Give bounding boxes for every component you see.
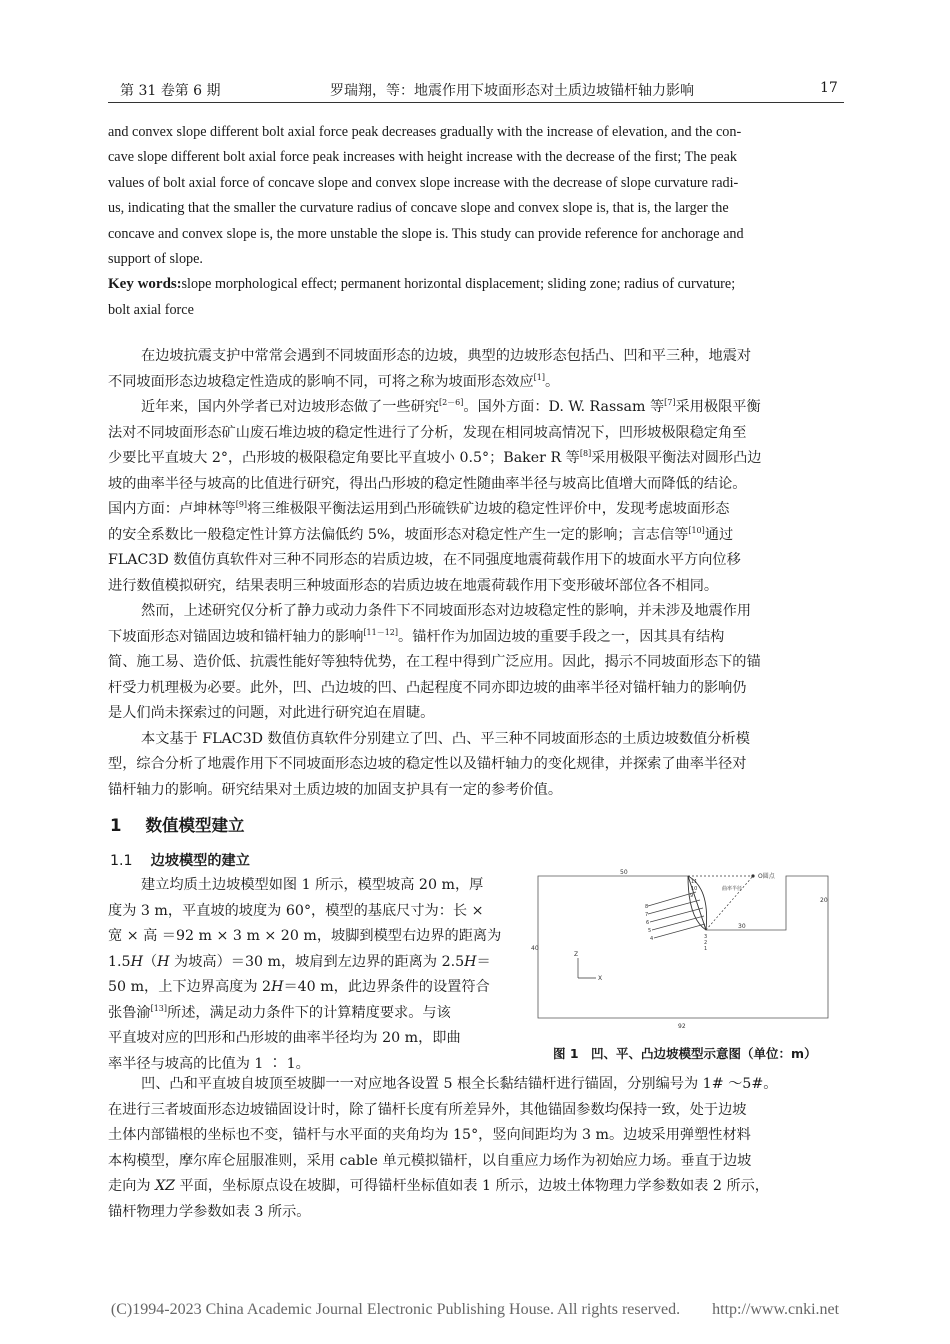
model-outline	[538, 876, 828, 1018]
text-line: 国内方面：卢坤林等[9]将三维极限平衡法运用到凸形硫铁矿边坡的稳定性评价中，发现考虑坡面形态	[108, 500, 730, 517]
text-line: 是人们尚未探索过的问题，对此进行研究迫在眉睫。	[108, 705, 435, 721]
abstract-line: support of slope.	[108, 251, 203, 268]
abstract-line: cave slope different bolt axial force peak increases with height increase with the decrease of the first; The peak	[108, 149, 737, 166]
intro	[108, 344, 848, 803]
circle-center-label: O圆点	[758, 873, 775, 880]
abstract-line: us, indicating that the smaller the curvature radius of concave slope and convex slope is, that is, the larger the	[108, 200, 729, 217]
bolt-number-label: 3	[704, 934, 708, 940]
abstract-line: concave and convex slope is, the more unstable the slope is. This study can provide reference for anchorage and	[108, 225, 744, 242]
copyright-footer: (C)1994-2023 China Academic Journal Electronic Publishing House. All rights reserved. http://www.cnki.net	[110, 1301, 840, 1318]
citation: [13]	[150, 1003, 167, 1013]
abstract-line: and convex slope different bolt axial force peak decreases gradually with the increase of elevation, and the con-	[108, 124, 742, 140]
circle-center-point	[751, 874, 754, 877]
abstract-en	[108, 120, 843, 323]
axis-z-label: Z	[574, 951, 579, 958]
bolt-line	[648, 892, 696, 906]
bolt-line	[648, 900, 700, 914]
bolt-number-label: 2	[704, 940, 708, 946]
bolt-number-label: 6	[646, 920, 650, 926]
text-line: 50 m，上下边界高度为 2H＝40 m，此边界条件的设置符合	[108, 979, 490, 995]
bolt-number-label: 1	[704, 946, 708, 952]
citation: [11－12]	[363, 627, 398, 637]
text-line: 下坡面形态对锚固边坡和锚杆轴力的影响[11－12]。锚杆作为加固边坡的重要手段之一，因其具有结构	[108, 627, 725, 645]
text-line: 坡的曲率半径与坡高的比值进行研究，得出凸形坡的稳定性随曲率半径与坡高比值增大而降低的结论。	[108, 475, 747, 492]
bolt-line	[654, 924, 708, 940]
bolt-number-label: 11	[691, 879, 698, 885]
model-description	[108, 873, 528, 1077]
text-line: 本文基于 FLAC3D 数值仿真软件分别建立了凹、凸、平三种不同坡面形态的土质边坡数值分析模	[141, 730, 750, 747]
text-line: 率半径与坡高的比值为 1 ∶ 1。	[108, 1055, 310, 1072]
radius-line	[706, 876, 753, 930]
figure-1-caption: 图 1 凹、平、凸边坡模型示意图（单位：m）	[553, 1046, 817, 1061]
text-line: 锚杆轴力的影响。研究结果对土质边坡的加固支护具有一定的参考价值。	[108, 781, 563, 798]
page-number: 17	[820, 80, 838, 96]
journal-issue: 第 31 卷第 6 期	[120, 83, 221, 99]
text-line: 型，综合分析了地震作用下不同坡面形态边坡的稳定性以及锚杆轴力的变化规律，并探索了曲率半径对	[108, 756, 747, 772]
citation: [2－6]	[438, 398, 464, 407]
keywords-line: Key words:slope morphological effect; permanent horizontal displacement; sliding zone; radius of curvature;	[108, 276, 736, 293]
citation: [1]	[533, 372, 545, 382]
dim-right-bottom: 30	[738, 923, 746, 930]
bolt-group	[648, 892, 708, 940]
text-line: 少要比平直坡大 2°，凸形坡的极限稳定角要比平直坡小 0.5°；Baker R 等[8]采用极限平衡法对圆形凸边	[108, 449, 762, 466]
abstract-line: values of bolt axial force of concave slope and convex slope increase with the decrease of slope curvature radi-	[108, 174, 739, 191]
citation: [9]	[235, 500, 248, 509]
bolt-number-label: 8	[645, 904, 649, 910]
header-rule	[108, 102, 844, 103]
text-line: 建立均质土边坡模型如图 1 所示，模型坡高 20 m，厚	[141, 877, 484, 893]
text-line: 在边坡抗震支护中常常会遇到不同坡面形态的边坡，典型的边坡形态包括凸、凹和平三种，地震对	[141, 348, 752, 364]
dim-left: 40	[531, 945, 539, 952]
curvature-radius-label: 曲率半径	[722, 886, 743, 892]
bolt-number-label: 4	[650, 936, 654, 942]
bolt-number-label: 7	[645, 912, 649, 918]
text-line: 然而，上述研究仅分析了静力或动力条件下不同坡面形态对边坡稳定性的影响，并未涉及地震作用	[141, 603, 752, 619]
text-line: 走向为 XZ 平面，坐标原点设在坡脚，可得锚杆坐标值如表 1 所示，边坡土体物理力学参数如表 2 所示，	[108, 1178, 769, 1194]
dim-right: 20	[820, 897, 828, 904]
text-line: FLAC3D 数值仿真软件对三种不同形态的岩质边坡，在不同强度地震荷载作用下的坡面水平方向位移	[108, 552, 741, 568]
text-line: 本构模型，摩尔库仑屈服准则，采用 cable 单元模拟锚杆，以自重应力场作为初始应力场。垂直于边坡	[108, 1152, 752, 1169]
bolt-number-label: 9	[690, 893, 694, 899]
section-heading: 1 数值模型建立	[110, 816, 245, 835]
text-line: 简、施工易、造价低、抗震性能好等独特优势，在工程中得到广泛应用。因此，揭示不同坡面形态下的锚	[108, 654, 761, 670]
text-line: 进行数值模拟研究，结果表明三种坡面形态的岩质边坡在地震荷载作用下变形破坏部位各不相同。	[108, 577, 719, 594]
subsection-heading: 1.1 边坡模型的建立	[110, 853, 250, 869]
bolt-description	[108, 1072, 848, 1225]
text-line: 近年来，国内外学者已对边坡形态做了一些研究[2－6]。国外方面：D. W. Rassam 等[7]采用极限平衡	[141, 398, 761, 415]
bolt-line	[650, 908, 703, 922]
text-line: 法对不同坡面形态矿山废石堆边坡的稳定性进行了分析，发现在相同坡高情况下，凹形坡极限稳定角至	[108, 424, 747, 441]
bolt-number-label: 10	[691, 886, 698, 892]
bolt-line	[652, 916, 704, 930]
text-line: 凹、凸和平直坡自坡顶至坡脚一一对应地各设置 5 根全长黏结锚杆进行锚固，分别编号为 1# ～5#。	[141, 1076, 778, 1092]
text-line: 在进行三者坡面形态边坡锚固设计时，除了锚杆长度有所差异外，其他锚固参数均保持一致，处于边坡	[108, 1101, 747, 1118]
text-line: 度为 3 m，平直坡的坡度为 60°，模型的基底尺寸为：长 ×	[108, 902, 484, 919]
text-line: 不同坡面形态边坡稳定性造成的影响不同，可将之称为坡面形态效应[1]。	[108, 372, 560, 390]
text-line: 杆受力机理极为必要。此外，凹、凸边坡的凹、凸起程度不同亦即边坡的曲率半径对锚杆轴力的影响仍	[108, 679, 747, 696]
text-line: 宽 × 高 ＝92 m × 3 m × 20 m，坡脚到模型右边界的距离为	[108, 928, 502, 944]
text-line: 的安全系数比一般稳定性计算方法偏低约 5%，坡面形态对稳定性产生一定的影响；言志信等[10]通过	[108, 525, 734, 543]
axis-x-label: X	[598, 975, 603, 982]
keywords-text-cont: bolt axial force	[108, 301, 194, 318]
figure-1-slope-model	[528, 868, 838, 1040]
text-line: 平直坡对应的凹形和凸形坡的曲率半径均为 20 m，即曲	[108, 1030, 461, 1046]
citation: [10]	[688, 525, 705, 535]
running-title: 罗瑞翔，等：地震作用下坡面形态对土质边坡锚杆轴力影响	[330, 83, 694, 99]
citation: [8]	[579, 449, 592, 458]
dim-top: 50	[620, 869, 628, 876]
text-line: 张鲁渝[13]所述，满足动力条件下的计算精度要求。与该	[108, 1003, 451, 1021]
text-line: 土体内部锚根的坐标也不变，锚杆与水平面的夹角均为 15°，竖向间距均为 3 m。边坡采用弹塑性材料	[108, 1127, 751, 1143]
bolt-number-label: 5	[648, 928, 652, 934]
text-line: 1.5H（H 为坡高）＝30 m，坡肩到左边界的距离为 2.5H＝	[108, 953, 491, 970]
keywords-text: slope morphological effect; permanent horizontal displacement; sliding zone; radius of curvature;	[181, 276, 736, 293]
keywords-label: Key words	[108, 276, 177, 293]
dim-bottom: 92	[678, 1023, 686, 1030]
citation: [7]	[664, 398, 676, 407]
text-line: 锚杆物理力学参数如表 3 所示。	[108, 1203, 311, 1220]
